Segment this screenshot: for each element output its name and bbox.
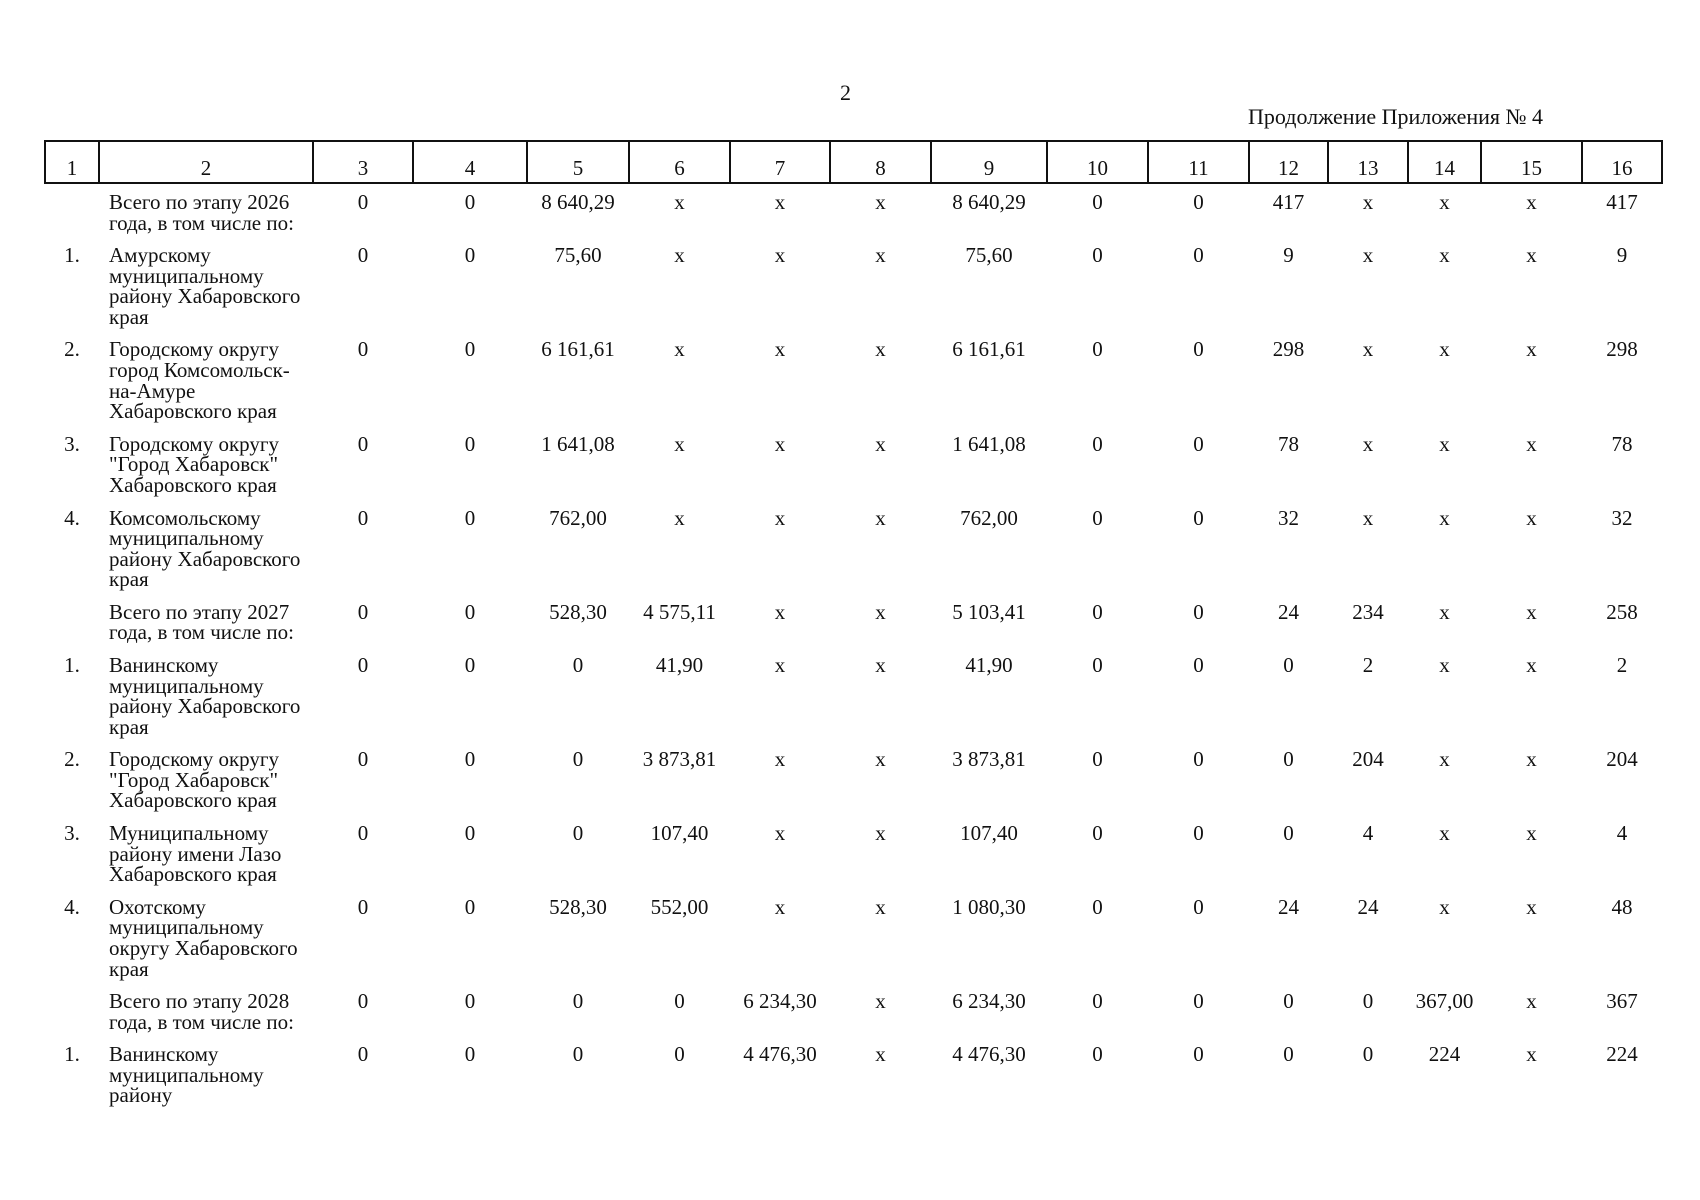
cell-col-14: x	[1439, 652, 1450, 677]
cell-col-13: 4	[1362, 821, 1374, 846]
cell-col-10: 0	[1092, 747, 1103, 772]
row-name: Ванинскому муниципальному району	[109, 1042, 264, 1108]
cell-col-5: 762,00	[549, 505, 607, 530]
cell-col-5: 0	[572, 821, 584, 846]
cell-col-11: 0	[1193, 989, 1204, 1014]
cell-col-13: x	[1362, 190, 1374, 214]
cell-col-9: 107,40	[960, 821, 1018, 846]
cell-col-8: x	[875, 821, 886, 846]
cell-col-16: 258	[1606, 599, 1638, 624]
cell-col-14: 224	[1428, 1042, 1461, 1067]
cell-col-7: x	[774, 337, 786, 362]
cell-col-3: 0	[357, 190, 369, 214]
cell-col-8: x	[875, 989, 886, 1014]
cell-col-6: 3 873,81	[642, 747, 717, 772]
cell-col-8: x	[875, 1042, 886, 1067]
cell-col-12: 0	[1283, 989, 1294, 1014]
column-header-2: 2	[99, 141, 313, 183]
cell-col-14: x	[1439, 190, 1450, 214]
cell-col-15: x	[1526, 747, 1537, 772]
cell-col-16: 48	[1611, 894, 1633, 919]
cell-col-13: x	[1362, 431, 1374, 456]
cell-col-16: 2	[1616, 652, 1628, 677]
cell-col-8: x	[875, 243, 886, 268]
cell-col-15: x	[1526, 821, 1537, 846]
cell-col-3: 0	[357, 599, 369, 624]
cell-col-9: 6 234,30	[952, 989, 1026, 1014]
table-row	[45, 889, 1662, 983]
cell-col-3: 0	[357, 747, 369, 772]
table-row	[45, 237, 1662, 331]
cell-col-5: 0	[572, 1042, 584, 1067]
cell-col-15: x	[1526, 505, 1537, 530]
row-name: Всего по этапу 2027 года, в том числе по:	[109, 599, 294, 645]
table-row	[45, 647, 1662, 741]
cell-col-5: 75,60	[554, 243, 602, 268]
row-name: Всего по этапу 2026 года, в том числе по:	[109, 190, 294, 235]
cell-col-8: x	[875, 652, 886, 677]
cell-col-3: 0	[357, 337, 369, 362]
column-header-4: 4	[413, 141, 527, 183]
cell-col-15: x	[1526, 599, 1537, 624]
cell-col-14: x	[1439, 747, 1450, 772]
appendix-table	[44, 140, 1663, 1110]
cell-col-9: 75,60	[965, 243, 1013, 268]
cell-col-13: 24	[1357, 894, 1379, 919]
row-number	[45, 594, 99, 647]
cell-col-14: x	[1439, 243, 1450, 268]
cell-col-12: 78	[1278, 431, 1299, 456]
cell-col-15: x	[1526, 243, 1537, 268]
row-name: Комсомольскому муниципальному району Хабаровского края	[109, 505, 301, 592]
cell-col-8: x	[875, 505, 886, 530]
cell-col-3: 0	[357, 821, 369, 846]
table-row	[45, 1036, 1662, 1110]
row-number	[45, 983, 99, 1036]
cell-col-16: 298	[1606, 337, 1638, 362]
cell-col-16: 78	[1611, 431, 1633, 456]
cell-col-3: 0	[357, 989, 369, 1014]
cell-col-6: x	[674, 243, 685, 268]
cell-col-4: 0	[464, 190, 476, 214]
cell-col-12: 24	[1278, 599, 1299, 624]
cell-col-16: 4	[1616, 821, 1628, 846]
cell-col-6: 41,90	[655, 652, 704, 677]
cell-col-10: 0	[1092, 243, 1103, 268]
cell-col-7: 6 234,30	[743, 989, 817, 1014]
table-header	[45, 141, 1662, 183]
cell-col-7: x	[774, 652, 786, 677]
cell-col-12: 9	[1283, 243, 1294, 268]
cell-col-16: 417	[1606, 190, 1638, 214]
cell-col-9: 1 641,08	[952, 431, 1026, 456]
cell-col-6: 0	[674, 989, 685, 1014]
row-name: Всего по этапу 2028 года, в том числе по:	[109, 989, 294, 1034]
column-header-5: 5	[527, 141, 629, 183]
cell-col-13: 2	[1362, 652, 1374, 677]
cell-col-15: x	[1526, 337, 1537, 362]
cell-col-15: x	[1526, 894, 1537, 919]
cell-col-15: x	[1526, 431, 1537, 456]
cell-col-12: 298	[1272, 337, 1305, 362]
cell-col-10: 0	[1092, 894, 1103, 919]
cell-col-11: 0	[1193, 1042, 1204, 1067]
cell-col-6: x	[674, 337, 685, 362]
row-name: Городскому округу "Город Хабаровск" Хабаровского края	[109, 431, 280, 497]
cell-col-5: 1 641,08	[541, 431, 615, 456]
cell-col-7: x	[774, 431, 786, 456]
cell-col-4: 0	[464, 431, 476, 456]
table-row	[45, 500, 1662, 594]
cell-col-7: x	[774, 505, 786, 530]
cell-col-6: 4 575,11	[643, 599, 716, 624]
cell-col-14: x	[1439, 337, 1450, 362]
cell-col-16: 367	[1606, 989, 1638, 1014]
cell-col-4: 0	[464, 599, 476, 624]
cell-col-13: x	[1362, 337, 1374, 362]
row-name: Амурскому муниципальному району Хабаровского края	[109, 243, 301, 329]
row-number	[45, 183, 99, 237]
cell-col-7: x	[774, 894, 786, 919]
cell-col-6: x	[674, 190, 685, 214]
row-name: Ванинскому муниципальному району Хабаровского края	[109, 652, 301, 739]
table-row	[45, 741, 1662, 815]
cell-col-13: 204	[1352, 747, 1384, 772]
table-body	[45, 183, 1662, 1110]
cell-col-7: x	[774, 599, 786, 624]
cell-col-11: 0	[1193, 243, 1204, 268]
cell-col-8: x	[875, 190, 886, 214]
cell-col-9: 1 080,30	[952, 894, 1026, 919]
column-header-7: 7	[730, 141, 830, 183]
cell-col-11: 0	[1193, 431, 1204, 456]
cell-col-3: 0	[357, 894, 369, 919]
cell-col-13: 234	[1352, 599, 1384, 624]
cell-col-11: 0	[1193, 652, 1204, 677]
row-number: 2.	[64, 747, 80, 772]
cell-col-10: 0	[1092, 1042, 1103, 1067]
cell-col-5: 6 161,61	[541, 337, 615, 362]
cell-col-3: 0	[357, 431, 369, 456]
cell-col-13: 0	[1362, 989, 1374, 1014]
cell-col-9: 41,90	[965, 652, 1013, 677]
cell-col-12: 0	[1283, 1042, 1294, 1067]
column-header-10: 10	[1047, 141, 1148, 183]
cell-col-12: 0	[1283, 747, 1294, 772]
cell-col-3: 0	[357, 243, 369, 268]
cell-col-14: x	[1439, 599, 1450, 624]
cell-col-15: x	[1526, 1042, 1537, 1067]
row-number: 1.	[64, 1042, 80, 1067]
table-row	[45, 594, 1662, 647]
cell-col-10: 0	[1092, 337, 1103, 362]
cell-col-7: x	[774, 747, 786, 772]
cell-col-8: x	[875, 747, 886, 772]
cell-col-14: x	[1439, 431, 1450, 456]
header-row	[45, 141, 1662, 183]
cell-col-10: 0	[1092, 989, 1103, 1014]
cell-col-6: x	[674, 505, 685, 530]
cell-col-11: 0	[1193, 821, 1204, 846]
row-number: 1.	[64, 243, 80, 268]
cell-col-3: 0	[357, 652, 369, 677]
column-header-9: 9	[931, 141, 1047, 183]
cell-col-14: x	[1439, 894, 1450, 919]
column-header-14: 14	[1408, 141, 1481, 183]
cell-col-10: 0	[1092, 599, 1103, 624]
cell-col-8: x	[875, 431, 886, 456]
cell-col-3: 0	[357, 1042, 369, 1067]
cell-col-4: 0	[464, 894, 476, 919]
column-header-1: 1	[45, 141, 99, 183]
column-header-15: 15	[1481, 141, 1582, 183]
cell-col-12: 24	[1278, 894, 1299, 919]
cell-col-5: 528,30	[549, 599, 607, 624]
cell-col-6: 552,00	[650, 894, 709, 919]
cell-col-11: 0	[1193, 747, 1204, 772]
table-row	[45, 183, 1662, 237]
cell-col-12: 0	[1283, 821, 1294, 846]
cell-col-5: 0	[572, 652, 584, 677]
cell-col-10: 0	[1092, 652, 1103, 677]
cell-col-5: 0	[572, 747, 584, 772]
cell-col-15: x	[1526, 652, 1537, 677]
column-header-12: 12	[1249, 141, 1328, 183]
cell-col-5: 0	[572, 989, 584, 1014]
row-number: 4.	[64, 894, 80, 919]
cell-col-4: 0	[464, 505, 476, 530]
cell-col-9: 8 640,29	[952, 190, 1026, 214]
cell-col-4: 0	[464, 821, 476, 846]
cell-col-11: 0	[1193, 894, 1204, 919]
table-row	[45, 815, 1662, 889]
cell-col-8: x	[875, 337, 886, 362]
cell-col-8: x	[875, 894, 886, 919]
cell-col-8: x	[875, 599, 886, 624]
column-header-3: 3	[313, 141, 413, 183]
cell-col-16: 32	[1611, 505, 1633, 530]
cell-col-9: 762,00	[960, 505, 1018, 530]
cell-col-16: 224	[1606, 1042, 1638, 1067]
row-name: Муниципальному району имени Лазо Хабаровского края	[109, 821, 282, 887]
cell-col-6: 107,40	[650, 821, 709, 846]
row-number: 3.	[64, 821, 80, 846]
cell-col-13: x	[1362, 505, 1374, 530]
cell-col-11: 0	[1193, 505, 1204, 530]
cell-col-4: 0	[464, 989, 476, 1014]
row-number: 3.	[64, 431, 80, 456]
column-header-8: 8	[830, 141, 931, 183]
cell-col-7: x	[774, 821, 786, 846]
cell-col-4: 0	[464, 652, 476, 677]
cell-col-4: 0	[464, 747, 476, 772]
row-number: 2.	[64, 337, 80, 362]
continuation-title: Продолжение Приложения № 4	[1248, 104, 1544, 129]
row-name: Городскому округу город Комсомольск-на-Амуре Хабаровского края	[109, 337, 290, 424]
cell-col-11: 0	[1193, 190, 1204, 214]
cell-col-14: 367,00	[1415, 989, 1474, 1014]
cell-col-9: 3 873,81	[952, 747, 1026, 772]
cell-col-9: 4 476,30	[952, 1042, 1026, 1067]
cell-col-15: x	[1526, 190, 1537, 214]
cell-col-10: 0	[1092, 190, 1103, 214]
table-row	[45, 426, 1662, 500]
column-header-13: 13	[1328, 141, 1408, 183]
cell-col-11: 0	[1193, 599, 1204, 624]
cell-col-14: x	[1439, 821, 1450, 846]
cell-col-11: 0	[1193, 337, 1204, 362]
cell-col-7: x	[774, 190, 786, 214]
cell-col-3: 0	[357, 505, 369, 530]
cell-col-5: 528,30	[549, 894, 607, 919]
cell-col-4: 0	[464, 337, 476, 362]
cell-col-10: 0	[1092, 505, 1103, 530]
page-number: 2	[840, 80, 851, 105]
row-number: 1.	[64, 652, 80, 677]
column-header-16: 16	[1582, 141, 1662, 183]
cell-col-16: 204	[1606, 747, 1638, 772]
cell-col-14: x	[1439, 505, 1450, 530]
cell-col-5: 8 640,29	[541, 190, 615, 214]
cell-col-12: 417	[1272, 190, 1305, 214]
cell-col-9: 6 161,61	[952, 337, 1026, 362]
cell-col-7: x	[774, 243, 786, 268]
cell-col-10: 0	[1092, 431, 1103, 456]
column-header-6: 6	[629, 141, 730, 183]
row-name: Городскому округу "Город Хабаровск" Хабаровского края	[109, 747, 280, 813]
cell-col-15: x	[1526, 989, 1537, 1014]
cell-col-4: 0	[464, 243, 476, 268]
cell-col-12: 32	[1278, 505, 1299, 530]
cell-col-4: 0	[464, 1042, 476, 1067]
cell-col-10: 0	[1092, 821, 1103, 846]
cell-col-9: 5 103,41	[952, 599, 1026, 624]
column-header-11: 11	[1148, 141, 1249, 183]
cell-col-6: 0	[674, 1042, 685, 1067]
cell-col-12: 0	[1283, 652, 1294, 677]
cell-col-13: x	[1362, 243, 1374, 268]
cell-col-13: 0	[1362, 1042, 1374, 1067]
cell-col-16: 9	[1616, 243, 1628, 268]
table-row	[45, 983, 1662, 1036]
row-number: 4.	[64, 505, 80, 530]
row-name: Охотскому муниципальному округу Хабаровского края	[109, 894, 298, 981]
table-row	[45, 331, 1662, 425]
cell-col-7: 4 476,30	[743, 1042, 817, 1067]
cell-col-6: x	[674, 431, 685, 456]
